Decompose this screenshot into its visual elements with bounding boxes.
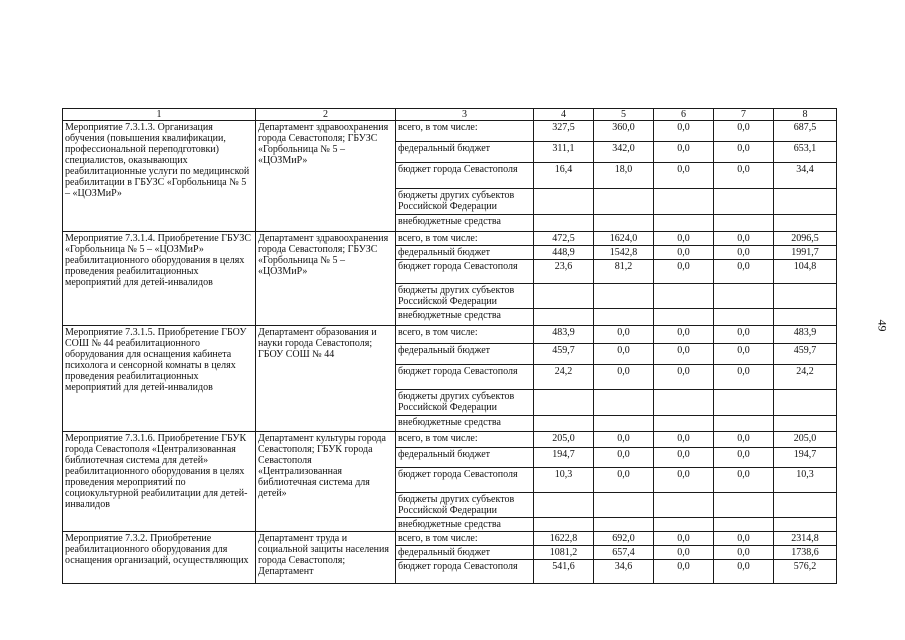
- value-cell: 0,0: [654, 560, 714, 584]
- funding-source: бюджет города Севастополя: [396, 163, 534, 189]
- funding-source: внебюджетные средства: [396, 309, 534, 326]
- value-cell: 205,0: [774, 432, 837, 448]
- value-cell: 194,7: [774, 448, 837, 468]
- value-cell: [594, 493, 654, 518]
- value-cell: 0,0: [714, 246, 774, 260]
- value-cell: [774, 493, 837, 518]
- value-cell: 34,4: [774, 163, 837, 189]
- funding-source: федеральный бюджет: [396, 344, 534, 365]
- value-cell: [654, 215, 714, 232]
- value-cell: [534, 518, 594, 532]
- value-cell: 1622,8: [534, 532, 594, 546]
- funding-source: федеральный бюджет: [396, 448, 534, 468]
- column-header: 7: [714, 109, 774, 121]
- budget-table: [62, 108, 837, 584]
- value-cell: [714, 493, 774, 518]
- value-cell: 24,2: [774, 365, 837, 390]
- value-cell: 1991,7: [774, 246, 837, 260]
- funding-source: всего, в том числе:: [396, 432, 534, 448]
- value-cell: [714, 309, 774, 326]
- funding-source: внебюджетные средства: [396, 215, 534, 232]
- value-cell: 483,9: [534, 326, 594, 344]
- value-cell: 2314,8: [774, 532, 837, 546]
- value-cell: [534, 493, 594, 518]
- value-cell: [594, 189, 654, 215]
- value-cell: 360,0: [594, 121, 654, 142]
- funding-source: всего, в том числе:: [396, 532, 534, 546]
- value-cell: 0,0: [654, 448, 714, 468]
- funding-source: бюджеты других субъектов Российской Федерации: [396, 189, 534, 215]
- value-cell: 0,0: [714, 468, 774, 493]
- value-cell: [594, 390, 654, 416]
- funding-source: внебюджетные средства: [396, 416, 534, 432]
- column-header: 8: [774, 109, 837, 121]
- funding-source: бюджет города Севастополя: [396, 560, 534, 584]
- column-header: 5: [594, 109, 654, 121]
- value-cell: [714, 518, 774, 532]
- value-cell: [714, 416, 774, 432]
- value-cell: 657,4: [594, 546, 654, 560]
- table-row: [63, 432, 837, 448]
- value-cell: 16,4: [534, 163, 594, 189]
- value-cell: 311,1: [534, 142, 594, 163]
- value-cell: 0,0: [594, 365, 654, 390]
- value-cell: 81,2: [594, 260, 654, 284]
- column-header: 3: [396, 109, 534, 121]
- measure-name: Мероприятие 7.3.1.4. Приобретение ГБУЗС «Горбольница № 5 – «ЦОЗМиР» реабилитационного оборудования в целях проведения реабилитационных мероприятий для детей-инвалидов: [63, 232, 256, 326]
- value-cell: 0,0: [654, 532, 714, 546]
- table-row: [63, 532, 837, 546]
- value-cell: [534, 284, 594, 309]
- table-row: [63, 232, 837, 246]
- value-cell: 472,5: [534, 232, 594, 246]
- value-cell: 24,2: [534, 365, 594, 390]
- value-cell: 0,0: [654, 142, 714, 163]
- column-header: 6: [654, 109, 714, 121]
- value-cell: 10,3: [534, 468, 594, 493]
- funding-source: бюджеты других субъектов Российской Федерации: [396, 284, 534, 309]
- value-cell: [714, 215, 774, 232]
- measure-name: Мероприятие 7.3.1.3. Организация обучения (повышения квалификации, профессиональной переподготовки) специалистов, оказывающих реабилитационные услуги по медицинской реабилитации в ГБУЗС «Горбольница № 5 – «ЦОЗМиР»: [63, 121, 256, 232]
- value-cell: 10,3: [774, 468, 837, 493]
- value-cell: 0,0: [714, 365, 774, 390]
- value-cell: 448,9: [534, 246, 594, 260]
- value-cell: 0,0: [594, 432, 654, 448]
- value-cell: [594, 309, 654, 326]
- value-cell: 0,0: [714, 260, 774, 284]
- column-header: 1: [63, 109, 256, 121]
- executor: Департамент здравоохранения города Севастополя; ГБУЗС «Горбольница № 5 – «ЦОЗМиР»: [256, 121, 396, 232]
- funding-source: бюджет города Севастополя: [396, 260, 534, 284]
- value-cell: [714, 189, 774, 215]
- funding-source: бюджеты других субъектов Российской Федерации: [396, 493, 534, 518]
- value-cell: 1081,2: [534, 546, 594, 560]
- value-cell: 0,0: [714, 142, 774, 163]
- value-cell: 1542,8: [594, 246, 654, 260]
- value-cell: 0,0: [654, 546, 714, 560]
- value-cell: [594, 416, 654, 432]
- value-cell: 0,0: [654, 365, 714, 390]
- value-cell: 0,0: [654, 468, 714, 493]
- value-cell: 483,9: [774, 326, 837, 344]
- value-cell: [774, 309, 837, 326]
- value-cell: 576,2: [774, 560, 837, 584]
- value-cell: [654, 284, 714, 309]
- value-cell: [654, 416, 714, 432]
- value-cell: 459,7: [774, 344, 837, 365]
- value-cell: [714, 390, 774, 416]
- value-cell: 687,5: [774, 121, 837, 142]
- value-cell: 0,0: [714, 560, 774, 584]
- value-cell: 0,0: [654, 260, 714, 284]
- table-row: [63, 326, 837, 344]
- value-cell: [654, 189, 714, 215]
- funding-source: всего, в том числе:: [396, 232, 534, 246]
- value-cell: 653,1: [774, 142, 837, 163]
- value-cell: [774, 189, 837, 215]
- value-cell: 0,0: [654, 163, 714, 189]
- value-cell: [654, 493, 714, 518]
- value-cell: 0,0: [594, 344, 654, 365]
- executor: Департамент образования и науки города Севастополя; ГБОУ СОШ № 44: [256, 326, 396, 432]
- value-cell: 23,6: [534, 260, 594, 284]
- value-cell: 1624,0: [594, 232, 654, 246]
- value-cell: [774, 416, 837, 432]
- value-cell: 0,0: [654, 326, 714, 344]
- value-cell: 692,0: [594, 532, 654, 546]
- value-cell: 0,0: [714, 121, 774, 142]
- value-cell: [594, 518, 654, 532]
- value-cell: 104,8: [774, 260, 837, 284]
- value-cell: 0,0: [654, 121, 714, 142]
- value-cell: [714, 284, 774, 309]
- value-cell: 2096,5: [774, 232, 837, 246]
- value-cell: [654, 390, 714, 416]
- value-cell: 0,0: [714, 232, 774, 246]
- funding-source: внебюджетные средства: [396, 518, 534, 532]
- value-cell: 342,0: [594, 142, 654, 163]
- value-cell: 459,7: [534, 344, 594, 365]
- value-cell: [654, 518, 714, 532]
- value-cell: 18,0: [594, 163, 654, 189]
- column-header: 2: [256, 109, 396, 121]
- page-number: 49: [875, 319, 890, 332]
- value-cell: [654, 309, 714, 326]
- executor: Департамент культуры города Севастополя; ГБУК города Севастополя «Централизованная библиотечная система для детей»: [256, 432, 396, 532]
- executor: Департамент труда и социальной защиты населения города Севастополя; Департамент: [256, 532, 396, 584]
- value-cell: [594, 284, 654, 309]
- value-cell: 541,6: [534, 560, 594, 584]
- value-cell: 34,6: [594, 560, 654, 584]
- value-cell: 0,0: [714, 326, 774, 344]
- table-row: [63, 121, 837, 142]
- value-cell: [594, 215, 654, 232]
- executor: Департамент здравоохранения города Севастополя; ГБУЗС «Горбольница № 5 – «ЦОЗМиР»: [256, 232, 396, 326]
- value-cell: 0,0: [714, 532, 774, 546]
- value-cell: 194,7: [534, 448, 594, 468]
- funding-source: всего, в том числе:: [396, 326, 534, 344]
- value-cell: 0,0: [714, 432, 774, 448]
- value-cell: 0,0: [714, 344, 774, 365]
- value-cell: 0,0: [594, 326, 654, 344]
- value-cell: 0,0: [654, 344, 714, 365]
- value-cell: 0,0: [594, 448, 654, 468]
- value-cell: [534, 189, 594, 215]
- value-cell: 0,0: [714, 448, 774, 468]
- value-cell: 1738,6: [774, 546, 837, 560]
- value-cell: [534, 390, 594, 416]
- measure-name: Мероприятие 7.3.1.5. Приобретение ГБОУ СОШ № 44 реабилитационного оборудования для оснащения кабинета психолога и сенсорной комнаты в целях проведения реабилитационных мероприятий для детей-инвалидов: [63, 326, 256, 432]
- value-cell: 0,0: [654, 232, 714, 246]
- funding-source: федеральный бюджет: [396, 546, 534, 560]
- value-cell: [534, 416, 594, 432]
- measure-name: Мероприятие 7.3.2. Приобретение реабилитационного оборудования для оснащения организаций, осуществляющих: [63, 532, 256, 584]
- funding-source: бюджет города Севастополя: [396, 468, 534, 493]
- funding-source: федеральный бюджет: [396, 246, 534, 260]
- measure-name: Мероприятие 7.3.1.6. Приобретение ГБУК города Севастополя «Централизованная библиотечная система для детей» реабилитационного оборудования в целях проведения мероприятий по социокультурной реабилитации для детей-инвалидов: [63, 432, 256, 532]
- funding-source: федеральный бюджет: [396, 142, 534, 163]
- funding-source: бюджет города Севастополя: [396, 365, 534, 390]
- value-cell: [774, 390, 837, 416]
- value-cell: [774, 284, 837, 309]
- value-cell: [774, 518, 837, 532]
- value-cell: [774, 215, 837, 232]
- column-header: 4: [534, 109, 594, 121]
- value-cell: 0,0: [714, 546, 774, 560]
- value-cell: 327,5: [534, 121, 594, 142]
- column-number-row: [63, 109, 837, 121]
- value-cell: 0,0: [714, 163, 774, 189]
- value-cell: 0,0: [654, 432, 714, 448]
- value-cell: 205,0: [534, 432, 594, 448]
- value-cell: [534, 309, 594, 326]
- value-cell: 0,0: [594, 468, 654, 493]
- funding-source: бюджеты других субъектов Российской Федерации: [396, 390, 534, 416]
- value-cell: [534, 215, 594, 232]
- value-cell: 0,0: [654, 246, 714, 260]
- funding-source: всего, в том числе:: [396, 121, 534, 142]
